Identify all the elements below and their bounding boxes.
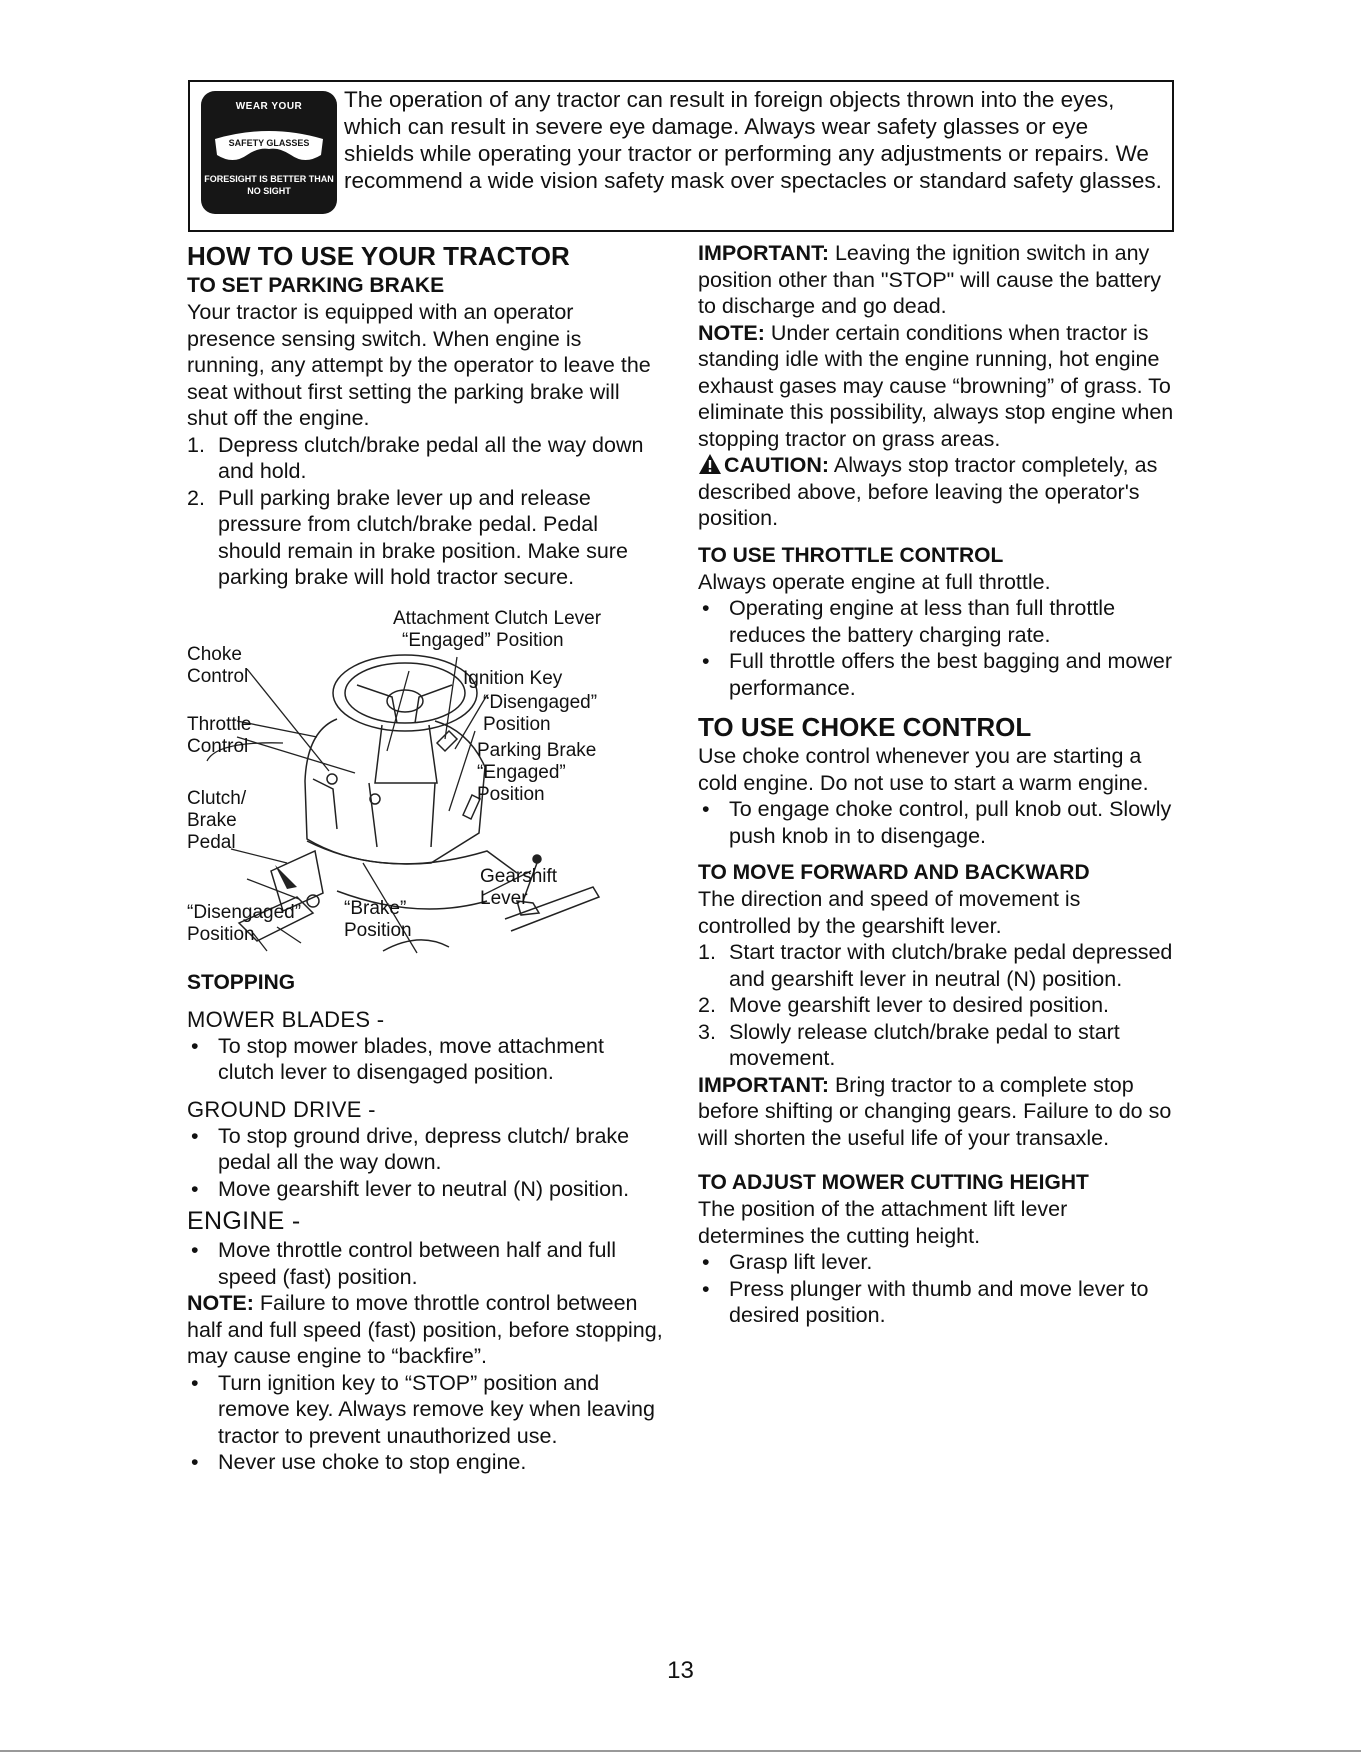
safety-glasses-badge	[201, 91, 337, 214]
step-text: Depress clutch/brake pedal all the way down and hold.	[218, 432, 644, 483]
throttle-heading: TO USE THROTTLE CONTROL	[698, 543, 1004, 567]
stopping-heading: STOPPING	[187, 970, 296, 994]
forward-steps	[698, 939, 1176, 1072]
engaged-position-label: “Engaged” Position	[402, 629, 564, 651]
choke-intro: Use choke control whenever you are starting a cold engine. Do not use to start a warm engine.	[698, 744, 1149, 795]
note-text: Under certain conditions when tractor is standing idle with the engine running, hot engine exhaust gases may cause “browning” of grass. To eliminate this possibility, always stop engine when stopping tractor on grass areas.	[698, 320, 1174, 451]
ignition-key-label: Ignition Key	[463, 667, 563, 689]
throttle-label: Throttle	[187, 713, 252, 735]
page-number: 13	[667, 1657, 694, 1684]
safety-glasses-icon	[209, 121, 329, 167]
forward-backward-heading: TO MOVE FORWARD AND BACKWARD	[698, 861, 1090, 884]
disengaged-position-label: Position	[483, 713, 551, 735]
brake-position-label: Position	[344, 919, 412, 941]
note-text: Failure to move throttle control between half and full speed (fast) position, before stopping, may cause engine to “backfire”.	[187, 1291, 663, 1368]
list-item	[187, 432, 663, 485]
list-item: 3. Slowly release clutch/brake pedal to start movement.	[698, 1019, 1120, 1070]
list-item: • Move gearshift lever to neutral (N) position.	[191, 1176, 630, 1201]
engine-subheading: ENGINE -	[187, 1207, 301, 1235]
step-number: 1.	[187, 432, 205, 457]
page-title: HOW TO USE YOUR TRACTOR	[187, 241, 570, 271]
parking-brake-intro: Your tractor is equipped with an operator presence sensing switch. When engine is running, any attempt by the operator to leave the seat without first setting the parking brake will shut off the engine.	[187, 300, 651, 430]
caution-warning-icon	[698, 453, 722, 475]
choke-label: Choke	[187, 643, 242, 665]
gearshift-lever-label: Lever	[480, 887, 528, 909]
parking-brake-steps	[187, 432, 663, 591]
caution-text: Always stop tractor completely, as described above, before leaving the operator's position.	[698, 453, 1158, 530]
list-item: • Full throttle offers the best bagging and mower performance.	[702, 649, 1172, 700]
page-bottom-rule	[0, 1750, 1361, 1752]
choke-heading: TO USE CHOKE CONTROL	[698, 712, 1032, 742]
list-item: 1. Start tractor with clutch/brake pedal depressed and gearshift lever in neutral (N) position.	[698, 940, 1173, 991]
tractor-controls-diagram	[187, 601, 663, 993]
important-text: Leaving the ignition switch in any position other than "STOP" will cause the battery to discharge and go dead.	[698, 241, 1162, 318]
important-label: IMPORTANT:	[698, 1072, 829, 1097]
parking-position-label: Position	[477, 783, 545, 805]
caution-paragraph	[698, 452, 1176, 532]
ground-drive-subheading: GROUND DRIVE -	[187, 1096, 376, 1122]
engine-note	[187, 1290, 663, 1370]
list-item: • Press plunger with thumb and move lever to desired position.	[702, 1276, 1149, 1327]
disengaged-label: “Disengaged”	[483, 691, 598, 713]
throttle-intro: Always operate engine at full throttle.	[698, 569, 1051, 594]
note-label: NOTE:	[187, 1291, 254, 1315]
attachment-clutch-lever-label: Attachment Clutch Lever	[393, 607, 602, 629]
parking-engaged-label: “Engaged”	[477, 761, 566, 783]
left-column	[187, 240, 663, 1476]
list-item	[187, 485, 663, 591]
brake-label: Brake	[187, 809, 237, 831]
forward-intro: The direction and speed of movement is controlled by the gearshift lever.	[698, 887, 1081, 938]
throttle-control-label: Control	[187, 735, 249, 757]
important-text: Bring tractor to a complete stop before shifting or changing gears. Failure to do so will shorten the useful life of your transaxle.	[698, 1072, 1172, 1150]
list-item: • Grasp lift lever.	[702, 1250, 873, 1274]
choke-list	[698, 796, 1176, 849]
tractor-illustration	[187, 601, 663, 993]
right-column	[698, 240, 1176, 1329]
cutting-height-heading: TO ADJUST MOWER CUTTING HEIGHT	[698, 1171, 1089, 1194]
list-item: • Turn ignition key to “STOP” position and remove key. Always remove key when leaving tractor to prevent unauthorized use.	[191, 1370, 655, 1448]
parking-brake-heading: TO SET PARKING BRAKE	[187, 274, 445, 297]
ground-drive-list	[187, 1123, 663, 1203]
safety-warning-text: The operation of any tractor can result in foreign objects thrown into the eyes, which can result in severe eye damage. Always wear safety glasses or eye shields while operating your tractor or performing any adjustments or repairs. We recommend a wide vision safety mask over spectacles or standard safety glasses.	[344, 87, 1162, 193]
choke-control-label: Control	[187, 665, 249, 687]
list-item: 2. Move gearshift lever to desired position.	[698, 993, 1110, 1017]
badge-middle-text: SAFETY GLASSES	[228, 138, 310, 148]
pedal-label: Pedal	[187, 831, 236, 853]
step-number: 2.	[187, 485, 205, 510]
gear-change-important	[698, 1072, 1176, 1152]
important-label: IMPORTANT:	[698, 241, 829, 265]
list-item: • Move throttle control between half and full speed (fast) position.	[191, 1238, 616, 1289]
parking-brake-label: Parking Brake	[477, 739, 597, 761]
brake-position-q-label: “Brake”	[344, 897, 407, 919]
disengaged-bottom-position-label: Position	[187, 923, 255, 945]
browning-note	[698, 320, 1176, 453]
list-item: • Never use choke to stop engine.	[191, 1450, 527, 1474]
cutting-list	[698, 1249, 1176, 1329]
cutting-intro: The position of the attachment lift lever determines the cutting height.	[698, 1197, 1068, 1248]
mower-blades-list	[187, 1033, 663, 1086]
mower-blades-subheading: MOWER BLADES -	[187, 1006, 385, 1032]
caution-label: CAUTION:	[724, 453, 830, 477]
final-stop-list	[187, 1370, 663, 1476]
list-item: • To stop mower blades, move attachment clutch lever to disengaged position.	[191, 1033, 604, 1084]
throttle-list	[698, 595, 1176, 701]
clutch-label: Clutch/	[187, 787, 247, 809]
badge-top-text: WEAR YOUR	[235, 101, 303, 112]
list-item: • To engage choke control, pull knob out. Slowly push knob in to disengage.	[702, 797, 1172, 848]
list-item: • To stop ground drive, depress clutch/ brake pedal all the way down.	[191, 1123, 630, 1174]
step-text: Pull parking brake lever up and release pressure from clutch/brake pedal. Pedal should remain in brake position. Make sure parking brake will hold tractor secure.	[218, 485, 628, 589]
disengaged-bottom-label: “Disengaged”	[187, 901, 302, 923]
safety-warning-box	[188, 80, 1174, 232]
note-label: NOTE:	[698, 320, 765, 345]
ignition-important	[698, 240, 1176, 320]
engine-list	[187, 1237, 663, 1290]
list-item: • Operating engine at less than full throttle reduces the battery charging rate.	[702, 596, 1116, 647]
gearshift-label: Gearshift	[480, 865, 558, 887]
badge-bottom-text: FORESIGHT IS BETTER THAN NO SIGHT	[204, 174, 334, 196]
